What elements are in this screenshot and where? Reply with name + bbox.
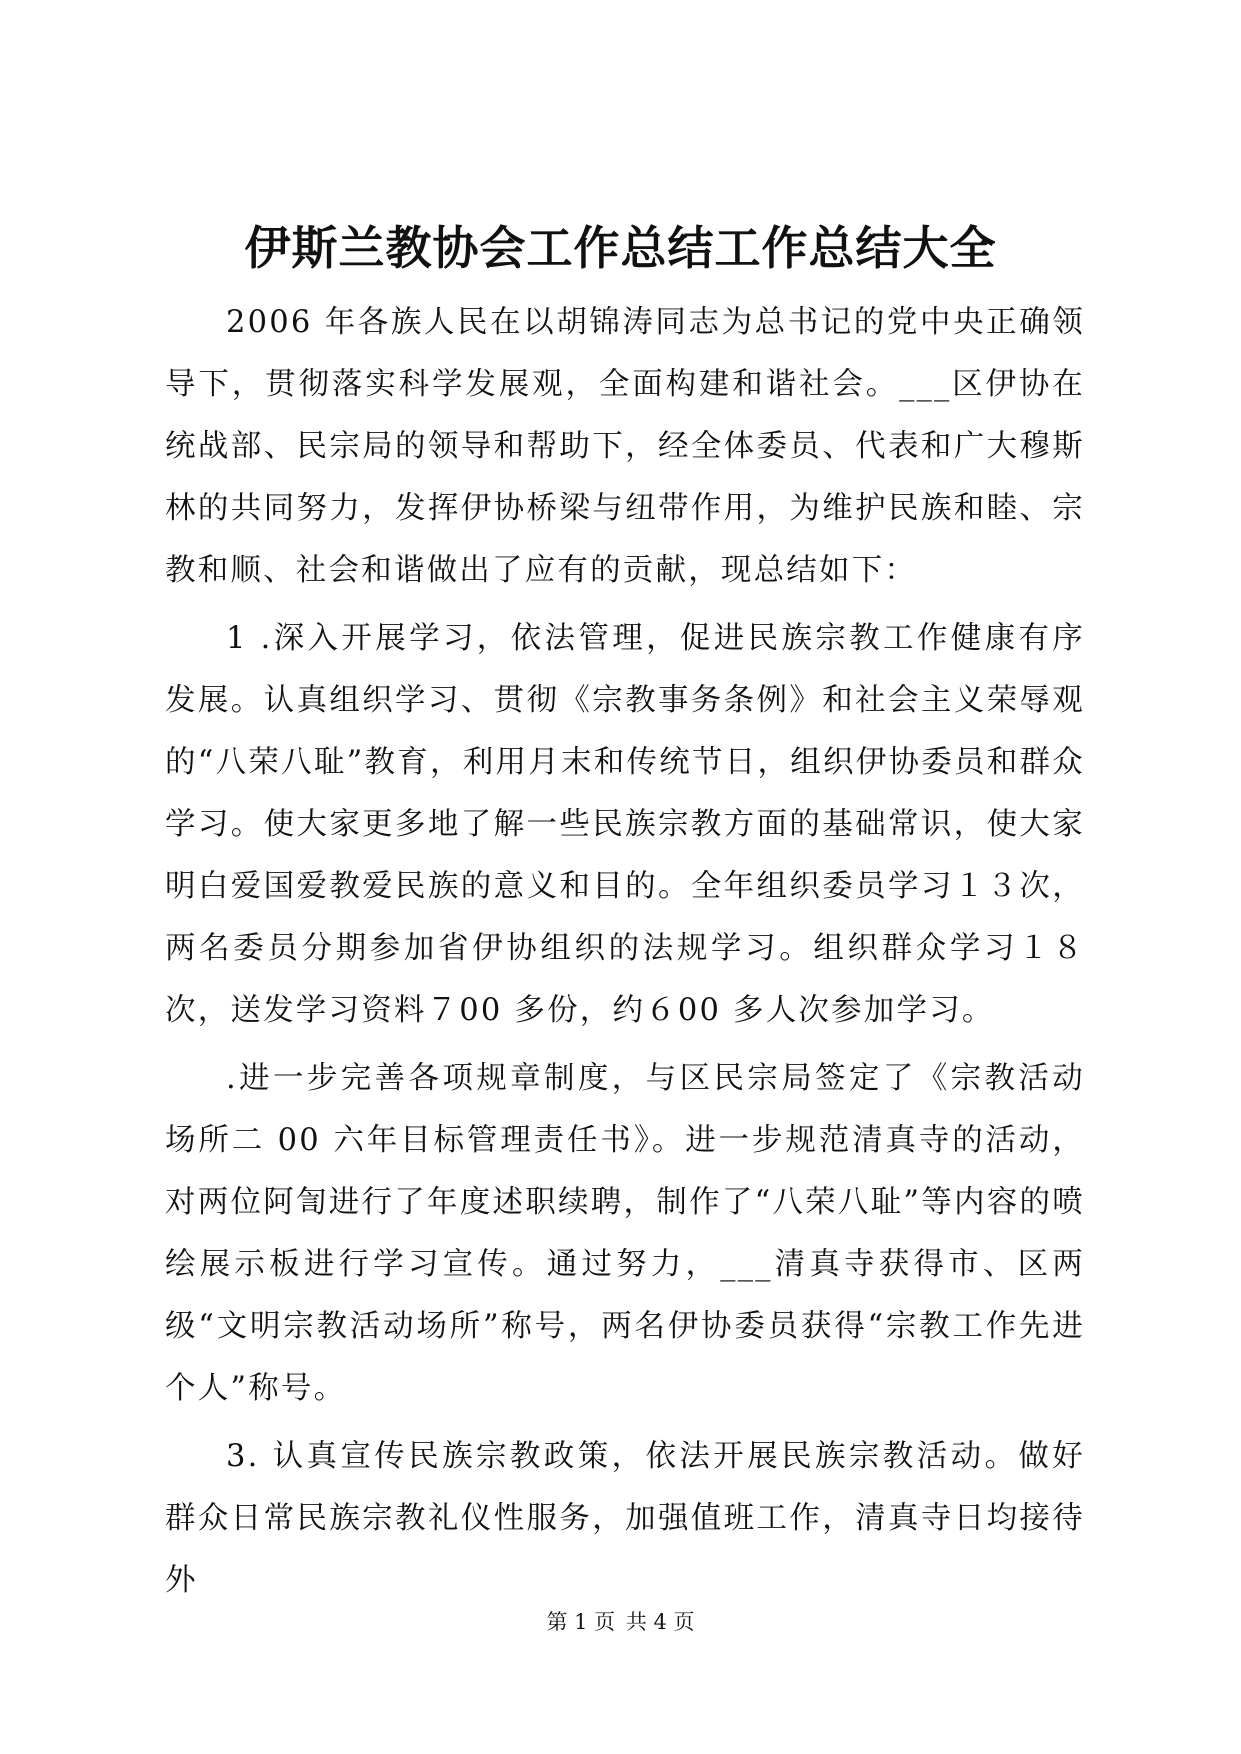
paragraph-section-1: 1 .深入开展学习，依法管理，促进民族宗教工作健康有序发展。认真组织学习、贯彻《宗教事务条例》和社会主义荣辱观的“八荣八耻”教育，利用月末和传统节日，组织伊协委员和群众学习。使大家更多地了解一些民族宗教方面的基础常识，使大家明白爱国爱教爱民族的意义和目的。全年组织委员学习１３次，两名委员分期参加省伊协组织的法规学习。组织群众学习１８次，送发学习资料７00 多份，约６00 多人次参加学习。 [165,621,1085,1028]
paragraph-intro: 2006 年各族人民在以胡锦涛同志为总书记的党中央正确领导下，贯彻落实科学发展观，全面构建和谐社会。___区伊协在统战部、民宗局的领导和帮助下，经全体委员、代表和广大穆斯林的共同努力，发挥伊协桥梁与纽带作用，为维护民族和睦、宗教和顺、社会和谐做出了应有的贡献，现总结如下： [165,305,1085,588]
page-footer [0,1607,1241,1637]
document-body [165,292,1085,1618]
document-title: 伊斯兰教协会工作总结工作总结大全 [244,221,997,275]
paragraph-section-3: 3. 认真宣传民族宗教政策，依法开展民族宗教活动。做好群众日常民族宗教礼仪性服务，加强值班工作，清真寺日均接待外 [165,1439,1085,1598]
paragraph-section-2: .进一步完善各项规章制度，与区民宗局签定了《宗教活动场所二 00 六年目标管理责任书》。进一步规范清真寺的活动，对两位阿訇进行了年度述职续聘，制作了“八荣八耻”等内容的喷绘展示板进行学习宣传。通过努力，___清真寺获得市、区两级“文明宗教活动场所”称号，两名伊协委员获得“宗教工作先进个人”称号。 [165,1061,1085,1406]
page-number: 第 1 页 [546,1610,616,1634]
page-total: 共 4 页 [625,1610,695,1634]
